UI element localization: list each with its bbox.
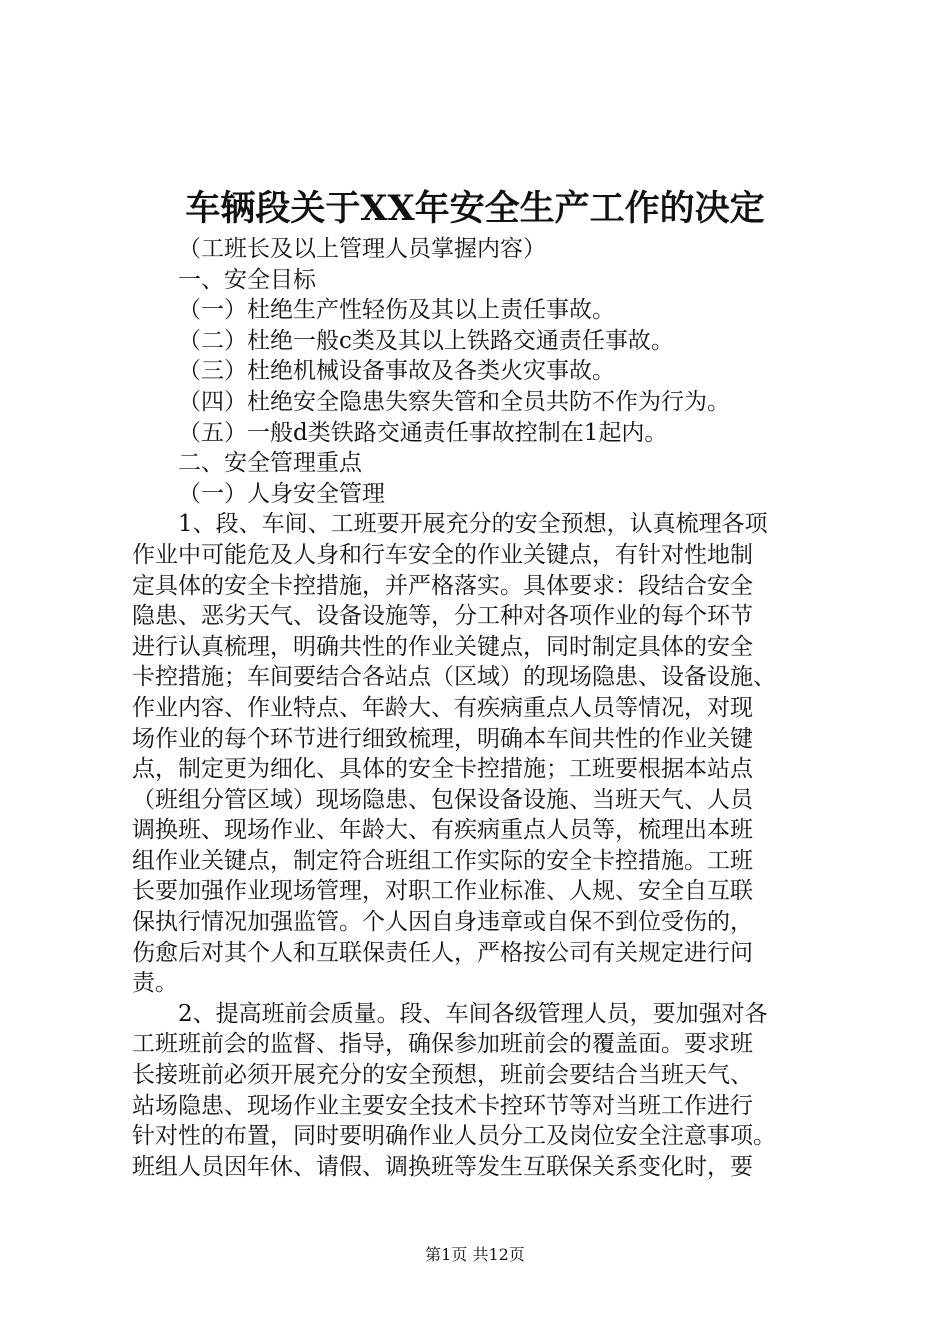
paragraph-line: 保执行情况加强监管。个人因自身违章或自保不到位受伤的， bbox=[132, 909, 753, 936]
paragraph-line: 长接班前必须开展充分的安全预想，班前会要结合当班天气、 bbox=[132, 1062, 753, 1089]
section-heading: 二、安全管理重点 bbox=[178, 450, 362, 477]
paragraph-line: 调换班、现场作业、年龄大、有疾病重点人员等，梳理出本班 bbox=[132, 817, 753, 844]
paragraph-line: 场作业的每个环节进行细致梳理，明确本车间共性的作业关键 bbox=[132, 725, 753, 752]
subtitle-line: （工班长及以上管理人员掌握内容） bbox=[178, 236, 546, 262]
page-footer: 第1页 共12页 bbox=[425, 1245, 525, 1264]
goal-item: （三）杜绝机械设备事故及各类火灾事故。 bbox=[178, 358, 615, 385]
paragraph-line: 隐患、恶劣天气、设备设施等，分工种对各项作业的每个环节 bbox=[132, 603, 753, 630]
paragraph-line: 作业内容、作业特点、年龄大、有疾病重点人员等情况，对现 bbox=[132, 694, 753, 721]
paragraph-line: 1、段、车间、工班要开展充分的安全预想，认真梳理各项 bbox=[178, 511, 768, 538]
section-heading: 一、安全目标 bbox=[178, 266, 316, 293]
paragraph-line: 卡控措施；车间要结合各站点（区域）的现场隐患、设备设施、 bbox=[132, 664, 776, 691]
subsection-heading: （一）人身安全管理 bbox=[178, 480, 385, 507]
paragraph-line: 长要加强作业现场管理，对职工作业标准、人规、安全自互联 bbox=[132, 878, 753, 905]
goal-item: （五）一般d类铁路交通责任事故控制在1起内。 bbox=[178, 419, 668, 446]
paragraph-line: 班组人员因年休、请假、调换班等发生互联保关系变化时，要 bbox=[132, 1153, 753, 1180]
paragraph-line: 站场隐患、现场作业主要安全技术卡控环节等对当班工作进行 bbox=[132, 1092, 753, 1119]
paragraph-line: 工班班前会的监督、指导，确保参加班前会的覆盖面。要求班 bbox=[132, 1031, 753, 1058]
paragraph-line: 作业中可能危及人身和行车安全的作业关键点，有针对性地制 bbox=[132, 541, 753, 568]
paragraph-line: 责。 bbox=[132, 970, 178, 997]
goal-item: （一）杜绝生产性轻伤及其以上责任事故。 bbox=[178, 297, 615, 324]
paragraph-line: 定具体的安全卡控措施，并严格落实。具体要求：段结合安全 bbox=[132, 572, 753, 599]
document-title: 车辆段关于XX年安全生产工作的决定 bbox=[185, 188, 765, 229]
document-body bbox=[132, 234, 832, 1182]
paragraph-line: 2、提高班前会质量。段、车间各级管理人员，要加强对各 bbox=[178, 1000, 768, 1027]
paragraph-line: 点，制定更为细化、具体的安全卡控措施；工班要根据本站点 bbox=[132, 756, 753, 783]
paragraph-line: （班组分管区域）现场隐患、包保设备设施、当班天气、人员 bbox=[132, 786, 753, 813]
goal-item: （四）杜绝安全隐患失察失管和全员共防不作为行为。 bbox=[178, 388, 730, 415]
paragraph-line: 伤愈后对其个人和互联保责任人，严格按公司有关规定进行问 bbox=[132, 939, 753, 966]
paragraph-line: 针对性的布置，同时要明确作业人员分工及岗位安全注意事项。 bbox=[132, 1123, 776, 1150]
paragraph-line: 进行认真梳理，明确共性的作业关键点，同时制定具体的安全 bbox=[132, 633, 753, 660]
goal-item: （二）杜绝一般c类及其以上铁路交通责任事故。 bbox=[178, 327, 674, 354]
paragraph-line: 组作业关键点，制定符合班组工作实际的安全卡控措施。工班 bbox=[132, 847, 753, 874]
